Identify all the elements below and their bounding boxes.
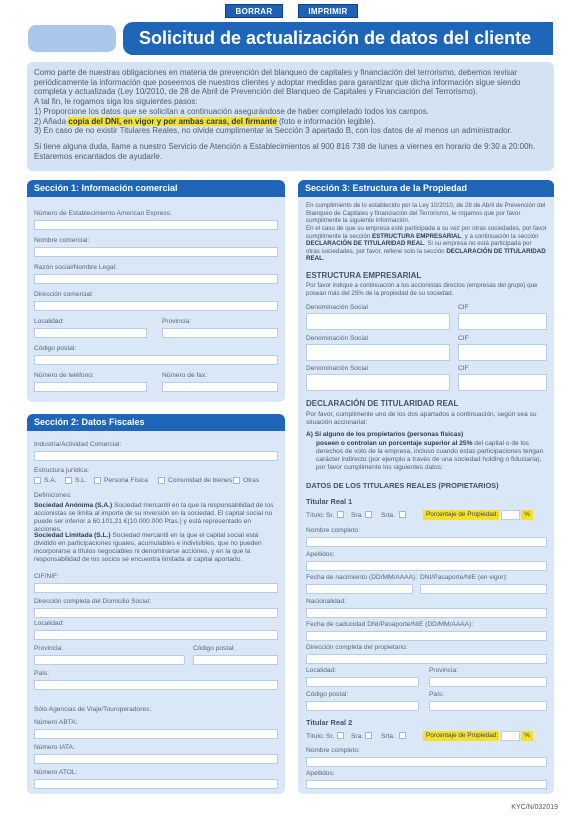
declaracion-text: Por favor, cumplimente uno de los dos apartados a continuación, según sea su situación accionarial: <box>306 411 537 426</box>
label-agencias: Sólo Agencias de Viaje/Touroperadores: <box>34 706 152 713</box>
titular-1-nombre-field[interactable] <box>306 537 547 547</box>
titular-2-porcentaje-field[interactable] <box>501 731 520 741</box>
titular-1-checkbox-sr[interactable] <box>337 511 344 518</box>
apartado-a-title: A) Si alguno de los propietarios (personas físicas) <box>306 431 464 438</box>
titular-1-nacimiento-field[interactable] <box>306 584 413 594</box>
titular-1-checkbox-srta[interactable] <box>399 511 406 518</box>
titular-1-codigo-postal-field[interactable] <box>306 701 419 711</box>
titular-2-label-srta: Srta. <box>381 733 395 740</box>
estructura-empresarial-text: Por favor indique a continuación a los accionistas directos (empresas del grupo) que posean más del 25% de la propiedad de su sociedad. <box>306 282 538 297</box>
titular-1-dni-field[interactable] <box>420 584 547 594</box>
cif-field[interactable] <box>34 583 278 593</box>
titular-1-label-porcentaje: Porcentaje de Propiedad: <box>423 510 499 520</box>
intro-b-text-1: En el caso de que su empresa esté participada a su vez por otras sociedades, por favor cumplimente la sección <box>306 225 547 240</box>
titular-2-label-nombre: Nombre completo: <box>306 747 360 754</box>
titular-1-pais-field[interactable] <box>429 701 547 711</box>
titular-1-label-sr: Sr. <box>326 512 335 519</box>
titular-2-label-sr: Sr. <box>326 733 335 740</box>
intro-step-2-pre: 2) Añada <box>34 116 69 126</box>
intro-b-bold-2: DECLARACIÓN DE TITULARIDAD REAL <box>306 240 424 248</box>
titular-1-apellidos-field[interactable] <box>306 561 547 571</box>
label-cif-1: CIF <box>458 304 469 311</box>
intro-b-bold-1: ESTRUCTURA EMPRESARIAL <box>372 232 462 240</box>
titular-1-label-codigo-postal: Código postal: <box>306 691 349 698</box>
titular-1-label-sra: Sra. <box>351 512 364 519</box>
checkbox-sl[interactable] <box>65 477 72 484</box>
titular-2-checkbox-sra[interactable] <box>365 732 372 739</box>
label-domicilio: Dirección completa del Domicilio Social: <box>34 598 151 605</box>
apartado-a-rest: del capital o de los derechos de voto de la empresa, incluso cuando estas participaciones tengan carácter indirecto (por ejemplo a través de una sociedad holding o fiduciaria), por favor cumplimente los siguientes datos: <box>316 440 544 471</box>
declaracion-heading: DECLARACIÓN DE TITULARIDAD REAL <box>306 399 459 408</box>
label-cif-3: CIF <box>458 365 469 372</box>
titular-2-percent-sign: % <box>521 731 533 741</box>
telefono-field[interactable] <box>34 382 147 392</box>
label-denominacion-2: Denominación Social <box>306 335 368 342</box>
intro-step-1: 1) Proporcione los datos que se solicitan a continuación asegurándose de haber completado todos los campos. <box>34 106 429 116</box>
intro-step-2-highlight: copia del DNI, en vigor y por ambas caras, del firmante <box>68 116 277 126</box>
label-localidad: Localidad: <box>34 318 65 325</box>
titular-1-label-localidad: Localidad: <box>306 667 337 674</box>
section-1-panel <box>27 180 285 402</box>
titular-2-heading: Titular Real 2 <box>306 718 353 727</box>
imprimir-button[interactable]: IMPRIMIR <box>298 4 358 18</box>
section-2-panel <box>27 414 285 794</box>
titular-1-label-pais: País: <box>429 691 445 698</box>
definicion-sl-title: Sociedad Limitada (S.L.) <box>34 532 111 539</box>
titular-1-label-caducidad: Fecha de caducidad DNI/Pasaporte/NIE (DD/MM/AAAA): <box>306 621 474 628</box>
titular-1-label-apellidos: Apellidos: <box>306 551 335 558</box>
datos-titulares-heading: DATOS DE LOS TITULARES REALES (PROPIETARIOS) <box>306 481 499 490</box>
checkbox-comunidad-bienes[interactable] <box>158 477 165 484</box>
intro-b-text-2: , y a continuación la sección <box>461 232 539 240</box>
titular-1-provincia-field[interactable] <box>429 677 547 687</box>
iata-field[interactable] <box>34 754 278 764</box>
label-industria: Industria/Actividad Comercial: <box>34 441 122 448</box>
titular-2-nombre-field[interactable] <box>306 757 547 767</box>
label-codigo-postal: Código postal: <box>34 345 77 352</box>
label-fax: Número de fax: <box>162 372 208 379</box>
intro-paragraph-1: Como parte de nuestras obligaciones en materia de prevención del blanqueo de capitales y financiación del terrorismo, debemos revisar periódicamente la información que poseemos de nuestros clientes y adoptar medidas para garantizar que dicha información sigue siendo completa y actualizada (Ley 10/2010, de 28 de Abril de Prevención del Blanqueo de Capitales y Financiación del Terrorismo). <box>34 68 521 97</box>
titular-1-label-direccion: Dirección completa del propietario: <box>306 644 408 651</box>
section-3-intro-b <box>306 225 547 263</box>
option-persona-fisica: Persona Física <box>104 477 148 484</box>
label-denominacion-3: Denominación Social <box>306 365 368 372</box>
titular-1-localidad-field[interactable] <box>306 677 419 687</box>
titular-2-label-porcentaje: Porcentaje de Propiedad: <box>423 731 499 741</box>
intro-step-3: 3) En caso de no existir Titulares Reales, no olvide cumplimentar la Sección 3 apartado B, con los datos de al menos un administrador. <box>34 126 513 136</box>
titular-2-label-apellidos: Apellidos: <box>306 770 335 777</box>
intro-box <box>27 62 554 171</box>
section-1-title: Sección 1: Información comercial <box>27 180 285 197</box>
titular-1-label-dni: DNI/Pasaporte/NIE (en vigor): <box>420 574 508 581</box>
label-codigo-postal-2: Código postal: <box>193 645 236 652</box>
titular-1-checkbox-sra[interactable] <box>365 511 372 518</box>
apartado-a-text <box>316 440 547 472</box>
titular-2-label-sra: Sra. <box>351 733 364 740</box>
titular-1-heading: Titular Real 1 <box>306 497 353 506</box>
label-telefono: Número de teléfono: <box>34 372 94 379</box>
label-denominacion-1: Denominación Social <box>306 304 368 311</box>
option-sa: S.A. <box>44 477 57 484</box>
intro-step-2-post: (foto e información legible). <box>276 116 376 126</box>
titular-2-checkbox-sr[interactable] <box>337 732 344 739</box>
label-direccion-comercial: Dirección comercial: <box>34 291 94 298</box>
codigo-postal-field-2[interactable] <box>193 655 278 665</box>
titular-2-checkbox-srta[interactable] <box>399 732 406 739</box>
label-estructura-juridica: Estructura jurídica: <box>34 467 89 474</box>
intro-step-2 <box>34 117 547 127</box>
titular-1-porcentaje-field[interactable] <box>501 510 520 520</box>
definicion-sl-text: Sociedad mercantil en la que el capital social está dividido en participaciones iguales, acumulables e indivisibles, que no pueden incorporarse a títulos negociables ni denominarse acciones, y en la que la responsabilidad de los socios se encuentra limitada al capital aportado. <box>34 532 262 563</box>
label-atol: Número ATOL: <box>34 769 78 776</box>
borrar-button[interactable]: BORRAR <box>225 4 283 18</box>
titular-1-label-nombre: Nombre completo: <box>306 527 360 534</box>
titular-2-apellidos-field[interactable] <box>306 780 547 789</box>
titular-1-label-titulo: Título: <box>306 512 325 519</box>
denominacion-field-3[interactable] <box>306 374 450 391</box>
numero-establecimiento-field[interactable] <box>34 220 278 230</box>
abta-field[interactable] <box>34 729 278 739</box>
direccion-comercial-field[interactable] <box>34 301 278 311</box>
provincia-field[interactable] <box>162 328 278 338</box>
titular-1-direccion-field[interactable] <box>306 654 547 664</box>
localidad-field[interactable] <box>34 328 147 338</box>
intro-paragraph-3: Si tiene alguna duda, llame a nuestro Servicio de Atención a Establecimientos al 900 816 738 de lunes a viernes en horario de 9:30 a 20:00h. Estaremos encantados de ayudarle. <box>34 141 536 161</box>
provincia-field-2[interactable] <box>34 655 185 665</box>
titular-1-label-srta: Srta. <box>381 512 395 519</box>
label-definiciones: Definiciones: <box>34 492 72 499</box>
definicion-sa-text: Sociedad mercantil en la que la responsabilidad de los accionistas se limita al importe de su inversión en la sociedad. El capital social no puede ser inferior a 60.101,21 €(10.000.000 Ptas.) y está representado en acciones. <box>34 502 274 533</box>
option-sl: S.L. <box>75 477 87 484</box>
titular-1-percent-sign: % <box>521 510 533 520</box>
definicion-sa-title: Sociedad Anónima (S.A.) <box>34 502 113 509</box>
form-code: KYC/N/032019 <box>511 804 558 811</box>
section-2-title: Sección 2: Datos Fiscales <box>27 414 285 431</box>
titular-1-caducidad-field[interactable] <box>306 631 547 641</box>
header-tab-decoration <box>28 25 116 52</box>
label-localidad-2: Localidad: <box>34 620 65 627</box>
intro-b-text-4: . <box>322 255 325 263</box>
titular-1-label-provincia: Provincia: <box>429 667 458 674</box>
section-3-title: Sección 3: Estructura de la Propiedad <box>298 180 554 197</box>
denominacion-field-1[interactable] <box>306 313 450 330</box>
label-razon-social: Razón social/Nombre Legal: <box>34 264 117 271</box>
intro-paragraph-2: A tal fin, le rogamos siga los siguientes pasos: <box>34 97 198 107</box>
denominacion-field-2[interactable] <box>306 344 450 361</box>
industria-field[interactable] <box>34 451 278 461</box>
intro-b-bold-3: DECLARACIÓN DE TITULARIDAD REAL <box>306 247 546 263</box>
fax-field[interactable] <box>162 382 278 392</box>
titular-1-nacionalidad-field[interactable] <box>306 608 547 618</box>
label-cif-2: CIF <box>458 335 469 342</box>
cif-field-3[interactable] <box>458 374 547 391</box>
cif-field-1[interactable] <box>458 313 547 330</box>
label-cif: CIF/NIF: <box>34 573 59 580</box>
label-provincia: Provincia: <box>162 318 191 325</box>
option-comunidad-bienes: Comunidad de bienes <box>168 477 233 484</box>
option-otras: Otras <box>243 477 260 484</box>
localidad-field-2[interactable] <box>34 630 278 640</box>
cif-field-2[interactable] <box>458 344 547 361</box>
titular-1-label-nacionalidad: Nacionalidad: <box>306 598 346 605</box>
definicion-sl <box>34 532 278 564</box>
label-numero-establecimiento: Número de Establecimiento American Express: <box>34 210 172 217</box>
page-title: Solicitud de actualización de datos del cliente <box>123 22 553 55</box>
titular-2-label-titulo: Título: <box>306 733 325 740</box>
estructura-empresarial-heading: ESTRUCTURA EMPRESARIAL <box>306 271 422 280</box>
razon-social-field[interactable] <box>34 274 278 284</box>
label-provincia-2: Provincia: <box>34 645 63 652</box>
checkbox-sa[interactable] <box>34 477 41 484</box>
label-pais: País: <box>34 670 50 677</box>
section-3-intro-a: En cumplimiento de lo establecido por la Ley 10/2010, de 28 de Abril de Prevención del Blanqueo de Capitales y financiación del Terrorismo, le rogamos que por favor cumplimente la siguiente información. <box>306 202 546 225</box>
codigo-postal-field[interactable] <box>34 355 278 365</box>
label-iata: Número IATA: <box>34 744 75 751</box>
titular-1-label-nacimiento: Fecha de nacimiento (DD/MM/AAAA): <box>306 574 418 581</box>
label-abta: Número ABTA: <box>34 719 78 726</box>
apartado-a-bold: poseen o controlan un porcentaje superior al 25% <box>316 440 473 447</box>
definicion-sa <box>34 502 278 534</box>
domicilio-field[interactable] <box>34 608 278 618</box>
label-nombre-comercial: Nombre comercial: <box>34 237 90 244</box>
pais-field[interactable] <box>34 680 278 690</box>
atol-field[interactable] <box>34 779 278 789</box>
section-3-panel <box>298 180 554 794</box>
intro-b-text-3: . Si su empresa no está participada por otras sociedades, por favor, rellene solo la sección <box>306 240 532 255</box>
checkbox-otras[interactable] <box>233 477 240 484</box>
nombre-comercial-field[interactable] <box>34 247 278 257</box>
checkbox-persona-fisica[interactable] <box>94 477 101 484</box>
